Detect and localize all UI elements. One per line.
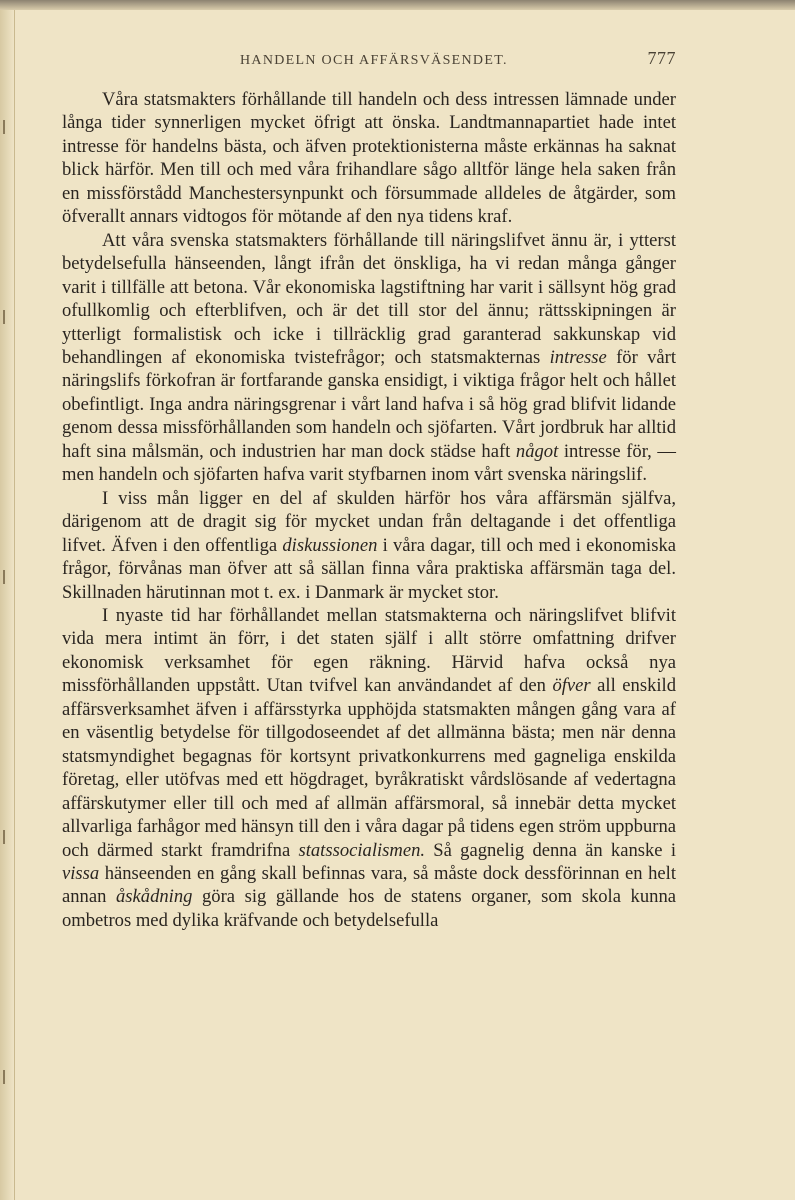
page-gutter [0,10,15,1200]
text-segment: I viss mån ligger en del af skulden härför hos våra affärsmän själfva, därigenom att de dragit sig för mycket undan från deltagande i det offentliga lifvet. Äfven i den offentliga [62,487,676,556]
paragraph [62,604,676,932]
running-header [62,48,676,88]
paragraph [62,88,676,229]
italic-text: något [515,440,559,462]
scan-top-edge [0,0,795,10]
text-segment: göra sig gällande hos de statens organer, som skola kunna ombetros med dylika kräfvande och betydelsefulla [62,886,676,931]
body-text [62,88,676,932]
italic-text: vissa [62,862,100,884]
page-number: 777 [647,48,676,68]
text-segment: för vårt näringslifs förkofran är fortfarande ganska ensidigt, i viktiga frågor helt och hållet obefintligt. Inga andra näringsgrenar i vårt land hafva i så hög grad blifvit lidande genom dessa missförhållanden som handeln och sjöfarten. Vårt jordbruk har alltid haft sina målsmän, och industrien har man dock städse haft [62,346,677,462]
text-segment: I nyaste tid har förhållandet mellan statsmakterna och näringslifvet blifvit vida mera intimt än förr, i det staten själf i allt större omfattning drifver ekonomisk verksamhet för egen räkning. Härvid hafva också nya missförhållanden uppstått. Utan tvifvel kan användandet af den [62,604,676,697]
text-segment: hänseenden en gång skall befinnas vara, så måste dock dessförinnan en helt annan [62,862,676,908]
text-segment: Våra statsmakters förhållande till handeln och dess intressen lämnade under långa tider synnerligen mycket öfrigt att önska. Landtmannapartiet hade intet intresse för handelns bästa, och äfven protektionisterna måste erkännas ha saknat blick härför. Men till och med våra frihandlare sågo alltför länge hela saken från en missförstådd Manchestersynpunkt och försummade alldeles de åtgärder, som öfverallt annars vidtogos för mötande af den nya tidens kraf. [62,89,676,228]
italic-text: diskussionen [282,534,378,556]
text-segment: Att våra svenska statsmakters förhållande till näringslifvet ännu är, i ytterst betydelsefulla hänseenden, långt ifrån det önskliga, ha vi redan många gånger varit i tillfälle att betona. Vår ekonomiska lagstiftning har varit i sällsynt hög grad ofullkomlig och efterblifven, och är det till stor del ännu; rättsskipningen är ytterligt formalistisk och icke i tillräcklig grad garanterad sakkunskap vid behandlingen af ekonomiska tvistefrågor; och statsmakternas [62,229,676,368]
text-segment: i våra dagar, till och med i ekonomiska frågor, förvånas man öfver att så sällan finna våra praktiska affärsmän taga del. Skillnaden härutinnan mot t. ex. i Danmark är mycket stor. [62,534,676,603]
italic-text: öfver [552,675,591,697]
running-title: HANDELN OCH AFFÄRSVÄSENDET. [240,53,508,68]
paragraph [62,229,676,487]
italic-text: statssocialismen. [298,839,426,861]
text-segment: all enskild affärsverksamhet äfven i affärsstyrka upphöjda statsmakten mången gång vara af en väsentlig betydelse för tillgodoseendet af det allmänna bästa; men när denna statsmyndighet begagnas för kortsynt privatkonkurrens med gagneliga enskilda företag, eller utöfvas med ett högdraget, byråkratiskt vårdslösande af vedertagna affärskutymer eller till och med af allmän affärsmoral, så innebär detta mycket allvarliga farhågor med hänsyn till den i våra dagar på tidens egen ström uppburna och därmed starkt framdrifna [62,675,676,861]
text-segment: Så gagnelig denna än kanske i [425,839,676,861]
italic-text: intresse [549,346,607,368]
text-segment: intresse för, — men handeln och sjöfarten hafva varit styfbarnen inom vårt svenska näringslif. [62,440,676,486]
book-page [62,48,676,932]
italic-text: åskådning [115,886,193,908]
paragraph [62,487,676,604]
